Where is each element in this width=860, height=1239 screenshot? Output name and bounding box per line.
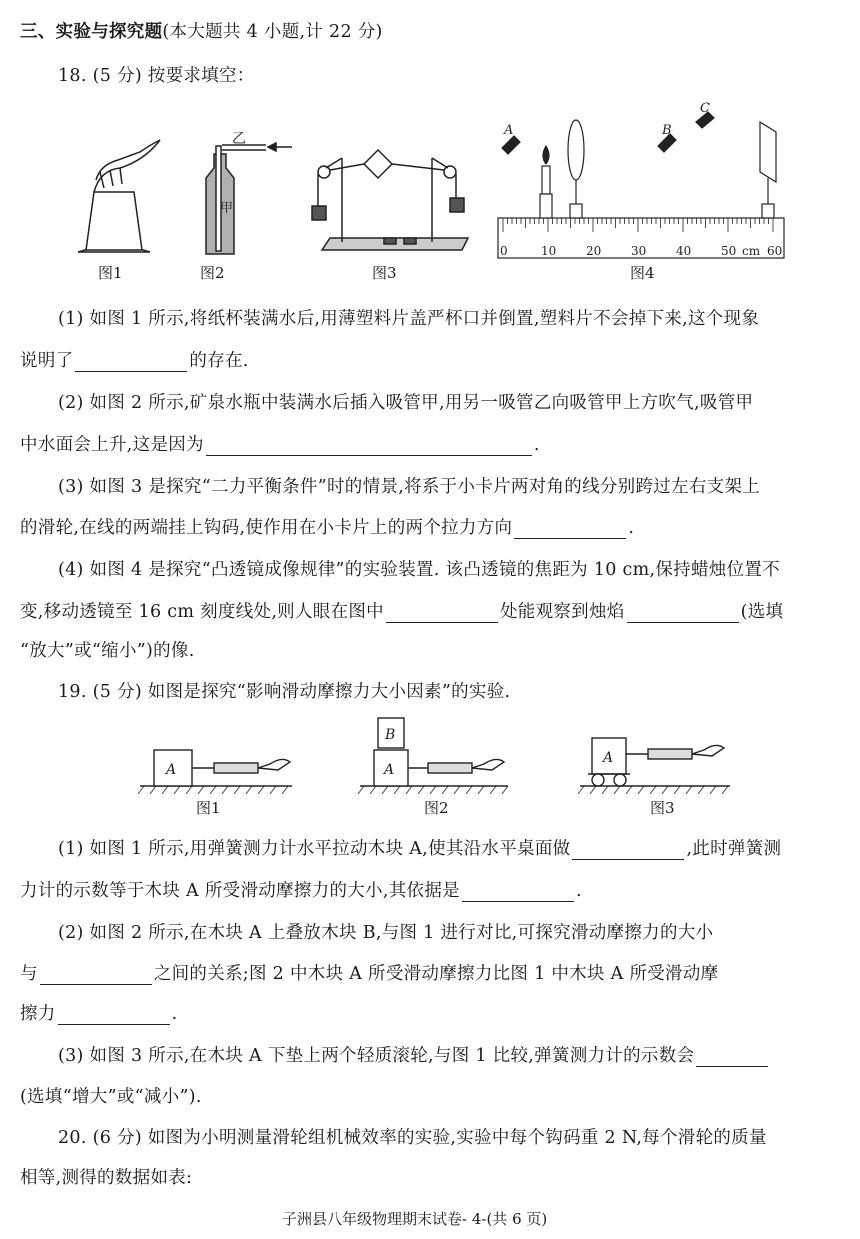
q18-p3-line1: (3) 如图 3 是探究“二力平衡条件”时的情景,将系于小卡片两对角的线分别跨过左右支架上 — [58, 477, 761, 497]
fig1-ground-hatch — [138, 786, 288, 794]
q19-fig1-block-a: A — [166, 762, 177, 778]
fig3-balance-illustration — [312, 150, 468, 250]
ruler-tick-label: 60 — [767, 244, 783, 258]
answer-blank-19-1a[interactable] — [572, 841, 684, 860]
fig2-label-yi: 乙 — [232, 131, 246, 147]
q18-p1-line2: 说明了 的存在. — [20, 351, 249, 371]
q19-p2-line2: 与 之间的关系;图 2 中木块 A 所受滑动摩擦力比图 1 中木块 A 所受滑动摩 — [20, 964, 719, 984]
q18-p2-line1: (2) 如图 2 所示,矿泉水瓶中装满水后插入吸管甲,用另一吸管乙向吸管甲上方吹气,吸管甲 — [58, 393, 754, 413]
q19-p1-line1: (1) 如图 1 所示,用弹簧测力计水平拉动木块 A,使其沿水平桌面做 ,此时弹簧测 — [58, 839, 782, 859]
ruler-tick-label: 10 — [541, 244, 557, 258]
answer-blank-18-1[interactable] — [75, 353, 187, 372]
answer-blank-19-2b[interactable] — [58, 1006, 170, 1025]
q18-p4-line3: “放大”或“缩小”)的像. — [20, 641, 195, 661]
fig1-cup-illustration — [78, 140, 160, 252]
q19-p3-line2: (选填“增大”或“减小”). — [20, 1087, 202, 1107]
q18-fig2-caption: 图2 — [200, 264, 225, 282]
q18-p2-line2: 中水面会上升,这是因为 . — [20, 435, 540, 455]
ruler-tick-label: 50 — [721, 244, 737, 258]
answer-blank-18-3[interactable] — [514, 520, 626, 539]
q18-p3-line2: 的滑轮,在线的两端挂上钩码,使作用在小卡片上的两个拉力方向 . — [20, 518, 635, 538]
q18-p1-line1: (1) 如图 1 所示,将纸杯装满水后,用薄塑料片盖严杯口并倒置,塑料片不会掉下来,这个现象 — [58, 309, 760, 329]
q19-fig2-caption: 图2 — [424, 799, 449, 817]
q19-figures — [0, 712, 860, 802]
answer-blank-18-4a[interactable] — [386, 604, 498, 623]
q18-p4-line1: (4) 如图 4 是探究“凸透镜成像规律”的实验装置. 该凸透镜的焦距为 10 cm,保持蜡烛位置不 — [58, 560, 780, 580]
ruler-tick-label: 20 — [586, 244, 602, 258]
answer-blank-19-1b[interactable] — [462, 883, 574, 902]
fig2-ground-hatch — [358, 786, 508, 794]
fig4-label-a: A — [504, 123, 514, 138]
q20-line2: 相等,测得的数据如表: — [20, 1168, 193, 1188]
ruler-unit: cm — [742, 244, 761, 258]
fig4-label-b: B — [662, 123, 672, 138]
q19-fig2-block-b: B — [385, 727, 396, 743]
answer-blank-18-2[interactable] — [206, 437, 532, 456]
q19-fig2-block-a: A — [384, 762, 395, 778]
q18-p4-line2: 变,移动透镜至 16 cm 刻度线处,则人眼在图中 处能观察到烛焰 (选填 — [20, 602, 784, 622]
q19-fig3-caption: 图3 — [650, 799, 675, 817]
q18-fig4-caption: 图4 — [630, 264, 655, 282]
answer-blank-19-3[interactable] — [696, 1048, 768, 1067]
page-footer: 子洲县八年级物理期末试卷- 4-(共 6 页) — [282, 1210, 548, 1228]
section-header — [20, 18, 383, 43]
ruler-tick-label: 0 — [500, 244, 508, 258]
q18-heading: 18. (5 分) 按要求填空： — [58, 66, 255, 86]
q18-figures — [0, 100, 860, 270]
section-note: (本大题共 4 小题,计 22 分) — [162, 22, 383, 42]
q18-fig3-caption: 图3 — [372, 264, 397, 282]
ruler-tick-label: 30 — [631, 244, 647, 258]
q19-heading: 19. (5 分) 如图是探究“影响滑动摩擦力大小因素”的实验. — [58, 682, 511, 702]
answer-blank-18-4b[interactable] — [627, 604, 739, 623]
q18-fig1-caption: 图1 — [98, 264, 123, 282]
q20-line1: 20. (6 分) 如图为小明测量滑轮组机械效率的实验,实验中每个钩码重 2 N,每个滑轮的质量 — [58, 1128, 767, 1148]
q19-fig3-block-a: A — [603, 750, 614, 766]
section-title: 三、实验与探究题 — [20, 22, 163, 42]
fig2-label-jia: 甲 — [220, 201, 234, 216]
q19-p3-line1: (3) 如图 3 所示,在木块 A 下垫上两个轻质滚轮,与图 1 比较,弹簧测力计的示数会 — [58, 1042, 770, 1067]
answer-blank-19-2a[interactable] — [40, 966, 152, 985]
ruler-tick-label: 40 — [676, 244, 692, 258]
fig2-bottle-illustration — [206, 143, 292, 254]
fig3-ground-hatch — [578, 786, 728, 794]
q19-fig1-caption: 图1 — [196, 799, 221, 817]
q19-p1-line2: 力计的示数等于木块 A 所受滑动摩擦力的大小,其依据是 . — [20, 881, 582, 901]
fig4-optical-bench-illustration — [498, 112, 784, 258]
q19-p2-line1: (2) 如图 2 所示,在木块 A 上叠放木块 B,与图 1 进行对比,可探究滑动摩擦力的大小 — [58, 923, 714, 943]
q19-p2-line3: 擦力 . — [20, 1004, 178, 1024]
fig4-label-c: C — [700, 101, 710, 116]
